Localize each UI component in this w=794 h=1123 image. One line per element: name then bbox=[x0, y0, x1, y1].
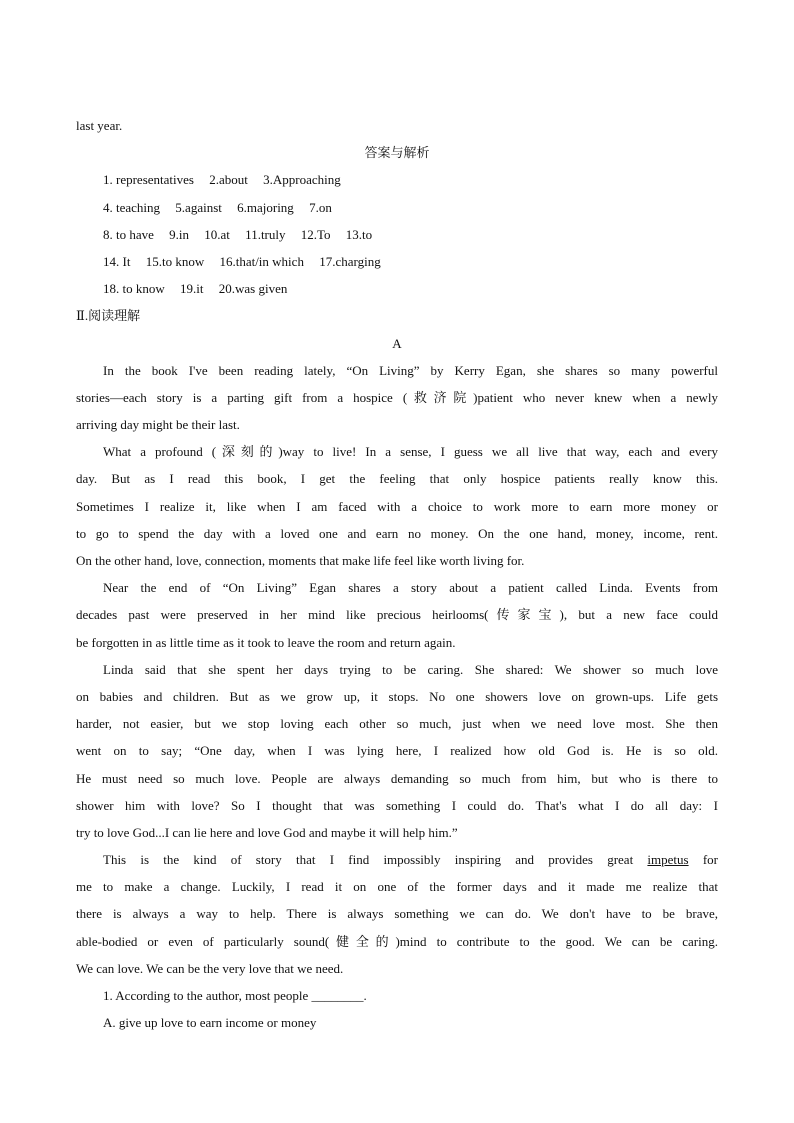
answer-row bbox=[76, 221, 718, 248]
answer-item: 15.to know bbox=[145, 253, 205, 269]
answer-item: 8. to have bbox=[103, 226, 154, 242]
answer-item: 6.majoring bbox=[237, 199, 294, 215]
answer-row bbox=[76, 275, 718, 302]
text-segment: This is the kind of story that I find impossibly inspiring and provides great bbox=[103, 852, 648, 868]
question-1-option-a: A. give up love to earn income or money bbox=[103, 1015, 317, 1031]
text-line: decades past were preserved in her mind like precious heirlooms(传家宝), but a new face could bbox=[76, 607, 718, 623]
paragraph-1 bbox=[76, 357, 718, 439]
answer-item: 13.to bbox=[345, 226, 373, 242]
answer-item: 12.To bbox=[300, 226, 331, 242]
passage-label: A bbox=[392, 335, 402, 351]
paragraph-4 bbox=[76, 656, 718, 846]
answer-item: 3.Approaching bbox=[263, 172, 341, 188]
text-line: be forgotten in as little time as it took to leave the room and return again. bbox=[76, 634, 456, 650]
paragraph-2 bbox=[76, 438, 718, 574]
text-line: harder, not easier, but we stop loving each other so much, just when we need love most. She then bbox=[76, 716, 718, 732]
answer-item: 11.truly bbox=[245, 226, 286, 242]
text-line: day. But as I read this book, I get the feeling that only hospice patients really know this. bbox=[76, 471, 718, 487]
answer-list bbox=[76, 166, 718, 302]
answer-item: 17.charging bbox=[319, 253, 381, 269]
answer-item: 5.against bbox=[175, 199, 222, 215]
question-1-stem: 1. According to the author, most people ________. bbox=[103, 988, 367, 1003]
answer-item: 7.on bbox=[309, 199, 332, 215]
answer-row bbox=[76, 166, 718, 193]
answer-item: 9.in bbox=[169, 226, 190, 242]
document-content bbox=[76, 112, 718, 1036]
answer-item: 1. representatives bbox=[103, 172, 194, 188]
text-line: me to make a change. Luckily, I read it on one of the former days and it made me realize that bbox=[76, 879, 718, 895]
text-line: Linda said that she spent her days trying to be caring. She shared: We shower so much love bbox=[103, 661, 718, 677]
text-line: What a profound (深刻的)way to live! In a sense, I guess we all live that way, each and every bbox=[103, 444, 718, 460]
answer-item: 18. to know bbox=[103, 281, 165, 297]
text-line: went on to say; “One day, when I was lying here, I realized how old God is. He is so old. bbox=[76, 743, 718, 759]
text-line: try to love God...I can lie here and love God and maybe it will help him.” bbox=[76, 824, 458, 840]
paragraph-3 bbox=[76, 574, 718, 656]
answer-row bbox=[76, 248, 718, 275]
answer-item: 19.it bbox=[180, 281, 204, 297]
text-line: arriving day might be their last. bbox=[76, 417, 240, 433]
text-line: We can love. We can be the very love that we need. bbox=[76, 960, 344, 976]
text-line: there is always a way to help. There is always something we can do. We don't have to be brave, bbox=[76, 906, 718, 922]
answer-item: 4. teaching bbox=[103, 199, 161, 215]
text-segment: for bbox=[688, 852, 718, 868]
answer-row bbox=[76, 194, 718, 221]
text-line: stories—each story is a parting gift from a hospice (救济院)patient who never knew when a newly bbox=[76, 389, 718, 405]
answer-item: 14. It bbox=[103, 253, 131, 269]
answer-item: 16.that/in which bbox=[219, 253, 304, 269]
text-line: able-bodied or even of particularly sound(健全的)mind to contribute to the good. We can be caring. bbox=[76, 933, 718, 949]
paragraph-5 bbox=[76, 846, 718, 982]
continuation-line: last year. bbox=[76, 118, 123, 133]
text-line: In the book I've been reading lately, “On Living” by Kerry Egan, she shares so many powerful bbox=[103, 362, 718, 378]
text-line: shower him with love? So I thought that was something I could do. That's what I do all day: I bbox=[76, 797, 718, 813]
text-line: He must need so much love. People are always demanding so much from him, but who is there to bbox=[76, 770, 718, 786]
text-line: On the other hand, love, connection, moments that make life feel like worth living for. bbox=[76, 553, 525, 568]
answer-item: 2.about bbox=[209, 172, 248, 188]
text-line: Sometimes I realize it, like when I am faced with a choice to work more to earn more money or bbox=[76, 498, 718, 514]
section-heading: Ⅱ.阅读理解 bbox=[76, 308, 141, 324]
answer-heading: 答案与解析 bbox=[364, 145, 430, 161]
text-line bbox=[76, 846, 718, 873]
text-line: Near the end of “On Living” Egan shares a story about a patient called Linda. Events from bbox=[103, 580, 718, 596]
text-line: to go to spend the day with a loved one and earn no money. On the one hand, money, income, rent. bbox=[76, 525, 718, 541]
underlined-word-impetus: impetus bbox=[647, 852, 689, 868]
answer-item: 20.was given bbox=[218, 281, 288, 297]
answer-item: 10.at bbox=[204, 226, 230, 242]
text-line: on babies and children. But as we grow up, it stops. No one showers love on grown-ups. Life gets bbox=[76, 688, 718, 704]
